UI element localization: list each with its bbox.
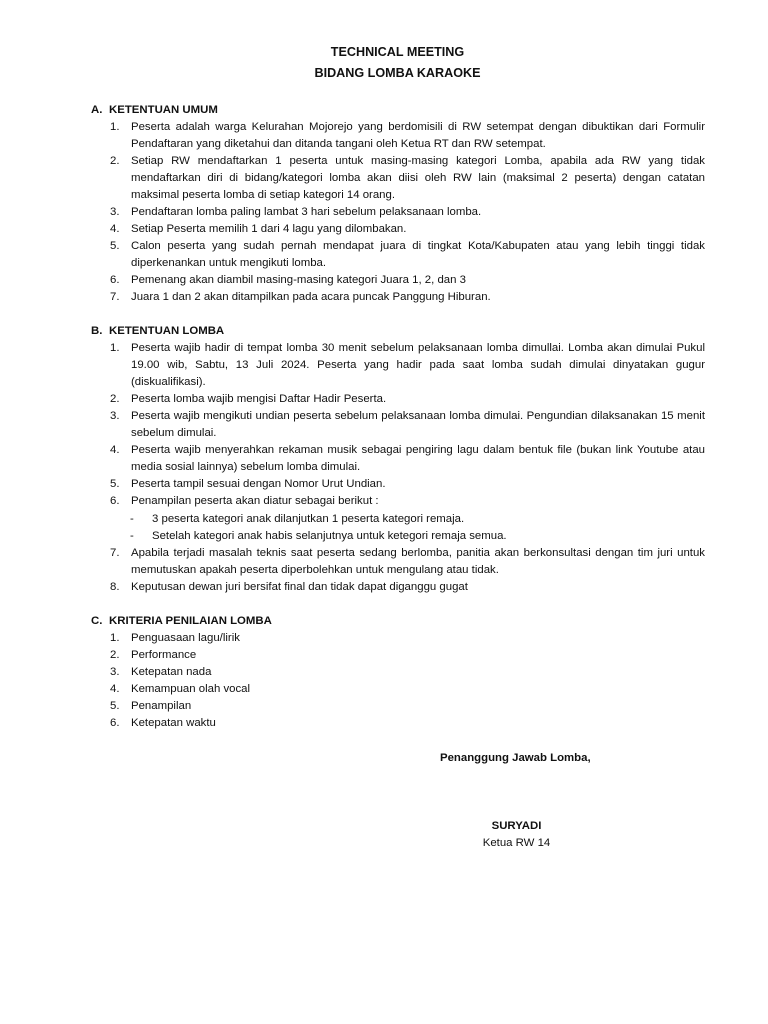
item-number: 3.	[110, 666, 120, 678]
item-number: 5.	[110, 478, 120, 490]
item-number: 6.	[110, 495, 120, 507]
section-b-item-8	[110, 579, 705, 596]
signer-name: SURYADI	[491, 820, 542, 832]
item-text: Ketepatan waktu	[131, 717, 216, 729]
item-number: 7.	[110, 291, 120, 303]
section-b-subitem-2	[130, 528, 705, 545]
item-text: Penampilan peserta akan diatur sebagai berikut :	[131, 495, 379, 507]
dash-bullet: -	[130, 513, 134, 525]
item-number: 3.	[110, 410, 120, 422]
item-text: Penguasaan lagu/lirik	[131, 632, 240, 644]
item-text: Peserta lomba wajib mengisi Daftar Hadir Peserta.	[131, 393, 387, 405]
section-c-title: KRITERIA PENILAIAN LOMBA	[109, 615, 272, 627]
section-c-heading	[91, 613, 272, 630]
item-number: 3.	[110, 206, 120, 218]
item-number: 1.	[110, 342, 120, 354]
item-text: Peserta wajib menyerahkan rekaman musik sebagai pengiring lagu dalam bentuk file (bukan link Youtube atau media sosial lainnya) sebelum lomba dimulai.	[131, 444, 705, 474]
item-text: Keputusan dewan juri bersifat final dan tidak dapat diganggu gugat	[131, 581, 468, 593]
document-subtitle: BIDANG LOMBA KARAOKE	[314, 66, 481, 80]
section-b-title: KETENTUAN LOMBA	[109, 325, 225, 337]
section-b-heading	[91, 323, 224, 340]
section-c-letter: C.	[91, 615, 103, 627]
item-text: Setiap Peserta memilih 1 dari 4 lagu yang dilombakan.	[131, 223, 407, 235]
section-b-item-1	[110, 340, 705, 392]
item-number: 4.	[110, 683, 120, 695]
item-number: 8.	[110, 581, 120, 593]
item-text: Juara 1 dan 2 akan ditampilkan pada acara puncak Panggung Hiburan.	[131, 291, 491, 303]
section-c-item-4	[110, 681, 705, 698]
dash-bullet: -	[130, 530, 134, 542]
subitem-text: 3 peserta kategori anak dilanjutkan 1 peserta kategori remaja.	[152, 513, 465, 525]
item-text: Peserta adalah warga Kelurahan Mojorejo yang berdomisili di RW setempat dengan dibuktikan dari Formulir Pendaftaran yang diketahui dan ditanda tangani oleh Ketua RT dan RW setempat.	[131, 121, 705, 151]
item-number: 5.	[110, 700, 120, 712]
subitem-text: Setelah kategori anak habis selanjutnya untuk ketegori remaja semua.	[152, 530, 507, 542]
section-a-item-3	[110, 204, 705, 221]
section-a-heading	[91, 102, 218, 119]
item-number: 4.	[110, 223, 120, 235]
item-text: Kemampuan olah vocal	[131, 683, 251, 695]
section-c-item-5	[110, 698, 705, 715]
item-text: Peserta tampil sesuai dengan Nomor Urut Undian.	[131, 478, 386, 490]
section-b-item-4	[110, 442, 705, 476]
section-c-item-1	[110, 630, 705, 647]
section-a-title: KETENTUAN UMUM	[109, 104, 218, 116]
item-text: Penampilan	[131, 700, 192, 712]
item-number: 2.	[110, 649, 120, 661]
item-number: 1.	[110, 632, 120, 644]
item-number: 2.	[110, 155, 120, 167]
signature-label: Penanggung Jawab Lomba,	[440, 752, 591, 764]
section-b-subitem-1	[130, 511, 705, 528]
section-b-item-7	[110, 545, 705, 579]
section-a-letter: A.	[91, 104, 103, 116]
item-number: 4.	[110, 444, 120, 456]
section-b-item-3	[110, 408, 705, 442]
signer-position: Ketua RW 14	[482, 837, 551, 849]
item-number: 6.	[110, 274, 120, 286]
item-number: 6.	[110, 717, 120, 729]
item-text: Pendaftaran lomba paling lambat 3 hari sebelum pelaksanaan lomba.	[131, 206, 482, 218]
item-text: Pemenang akan diambil masing-masing kategori Juara 1, 2, dan 3	[131, 274, 466, 286]
section-b-letter: B.	[91, 325, 103, 337]
item-text: Performance	[131, 649, 197, 661]
section-c-item-3	[110, 664, 705, 681]
item-text: Ketepatan nada	[131, 666, 212, 678]
item-number: 1.	[110, 121, 120, 133]
section-c-item-6	[110, 715, 705, 732]
item-text: Setiap RW mendaftarkan 1 peserta untuk masing-masing kategori Lomba, apabila ada RW yang tidak mendaftarkan diri di bidang/kategori lomba akan diisi oleh RW lain (maksimal 2 peserta) dengan catatan maksimal peserta lomba di setiap kategori 14 orang.	[131, 155, 705, 202]
item-text: Apabila terjadi masalah teknis saat peserta sedang berlomba, panitia akan berkonsultasi dengan tim juri untuk memutuskan apakah peserta diperbolehkan untuk mengulang atau tidak.	[131, 547, 705, 577]
section-a-item-2	[110, 153, 705, 205]
item-number: 2.	[110, 393, 120, 405]
section-c-item-2	[110, 647, 705, 664]
item-text: Peserta wajib mengikuti undian peserta sebelum pelaksanaan lomba dimulai. Pengundian dilaksanakan 15 menit sebelum dimulai.	[131, 410, 705, 440]
section-a-item-7	[110, 289, 705, 306]
item-number: 5.	[110, 240, 120, 252]
item-number: 7.	[110, 547, 120, 559]
section-a-item-5	[110, 238, 705, 272]
section-b-item-5	[110, 476, 705, 493]
section-a-item-1	[110, 119, 705, 153]
section-a-item-6	[110, 272, 705, 289]
document-title: TECHNICAL MEETING	[330, 45, 465, 59]
section-a-item-4	[110, 221, 705, 238]
item-text: Calon peserta yang sudah pernah mendapat juara di tingkat Kota/Kabupaten atau yang lebih tinggi tidak diperkenankan untuk mengikuti lomba.	[131, 240, 705, 270]
section-b-item-2	[110, 391, 705, 408]
item-text: Peserta wajib hadir di tempat lomba 30 menit sebelum pelaksanaan lomba dimullai. Lomba akan dimulai Pukul 19.00 wib, Sabtu, 13 Juli 2024. Peserta yang hadir pada saat lomba sudah dimulai dinyatakan gugur (diskualifikasi).	[131, 342, 705, 389]
section-b-item-6	[110, 493, 705, 510]
